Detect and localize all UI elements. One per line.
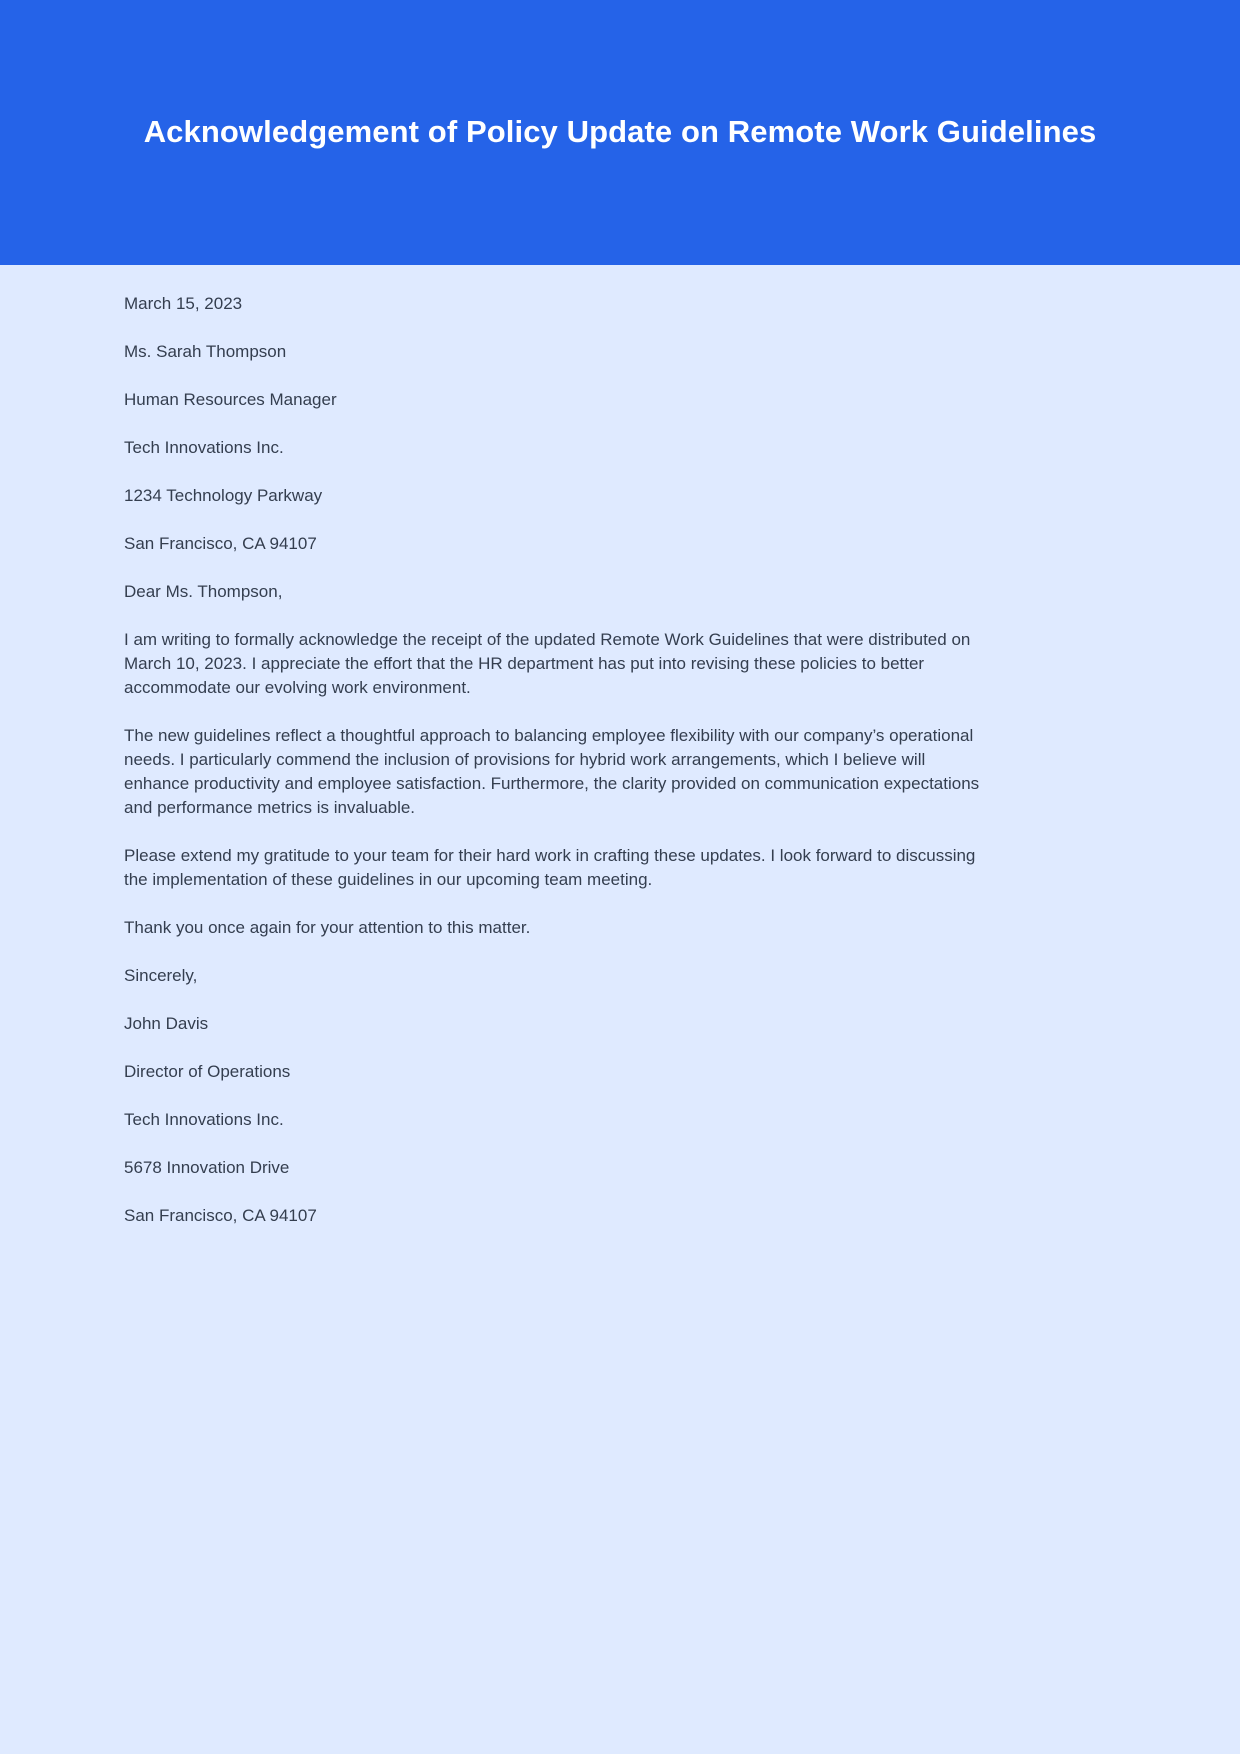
recipient-name: Ms. Sarah Thompson (124, 342, 287, 361)
recipient-name-block (124, 316, 1116, 364)
letter-date: March 15, 2023 (124, 294, 243, 313)
paragraph-block-1 (124, 604, 1116, 700)
sender-street-block (124, 1132, 1116, 1180)
recipient-title: Human Resources Manager (124, 390, 337, 409)
recipient-city-state-zip: San Francisco, CA 94107 (124, 534, 317, 553)
sender-city-state-zip: San Francisco, CA 94107 (124, 1206, 317, 1225)
closing: Sincerely, (124, 966, 198, 985)
sender-title-block (124, 1036, 1116, 1084)
salutation-block (124, 556, 1116, 604)
sender-city-block (124, 1180, 1116, 1228)
sender-company: Tech Innovations Inc. (124, 1110, 284, 1129)
sender-name: John Davis (124, 1014, 209, 1033)
body-paragraph-4: Thank you once again for your attention to this matter. (124, 918, 531, 937)
letter-body (0, 265, 1240, 1228)
recipient-city-block (124, 508, 1116, 556)
page-title: Acknowledgement of Policy Update on Remote Work Guidelines (143, 114, 1097, 150)
letter-header-banner (0, 0, 1240, 265)
salutation: Dear Ms. Thompson, (124, 582, 283, 601)
closing-block (124, 940, 1116, 988)
paragraph-block-3 (124, 820, 1116, 892)
sender-street: 5678 Innovation Drive (124, 1158, 290, 1177)
body-paragraph-3: Please extend my gratitude to your team for their hard work in crafting these updates. I look forward to discussing the implementation of these guidelines in our upcoming team meeting. (124, 846, 976, 889)
paragraph-block-4 (124, 892, 1116, 940)
body-paragraph-1: I am writing to formally acknowledge the receipt of the updated Remote Work Guidelines that were distributed on March 10, 2023. I appreciate the effort that the HR department has put into revising these policies to better accommodate our evolving work environment. (124, 630, 971, 697)
recipient-street: 1234 Technology Parkway (124, 486, 323, 505)
sender-title: Director of Operations (124, 1062, 291, 1081)
recipient-title-block (124, 364, 1116, 412)
sender-company-block (124, 1084, 1116, 1132)
recipient-company: Tech Innovations Inc. (124, 438, 284, 457)
recipient-company-block (124, 412, 1116, 460)
recipient-street-block (124, 460, 1116, 508)
letter-date-block (124, 265, 1116, 316)
body-paragraph-2: The new guidelines reflect a thoughtful approach to balancing employee flexibility with our company’s operational needs. I particularly commend the inclusion of provisions for hybrid work arrangements, which I believe will enhance productivity and employee satisfaction. Furthermore, the clarity provided on communication expectations and performance metrics is invaluable. (124, 726, 980, 817)
paragraph-block-2 (124, 700, 1116, 820)
sender-name-block (124, 988, 1116, 1036)
